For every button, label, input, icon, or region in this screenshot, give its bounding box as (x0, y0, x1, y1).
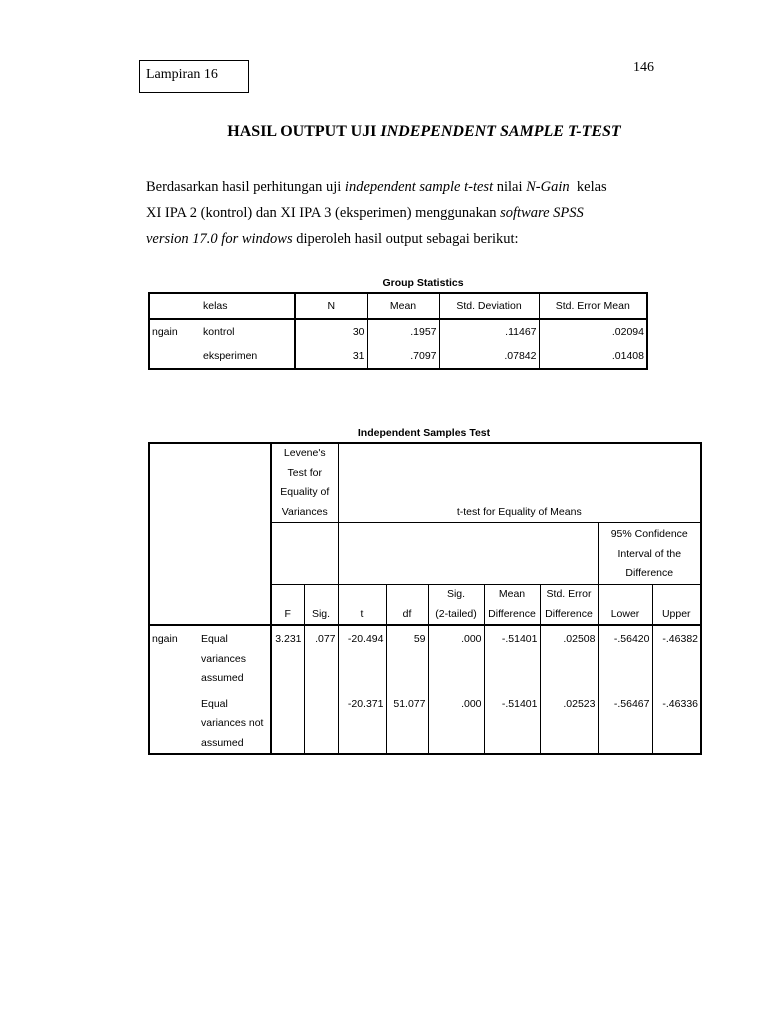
header-row-1 (149, 443, 701, 523)
cell-n: 31 (295, 344, 367, 369)
table-row (149, 344, 647, 369)
cell-lower: -.56467 (598, 689, 652, 755)
table-row (149, 319, 647, 344)
cell-se: .02094 (539, 319, 647, 344)
ci-line: Difference (625, 567, 674, 579)
col-std-error-diff (540, 585, 598, 626)
lampiran-label: Lampiran 16 (139, 60, 249, 93)
col-mean-diff (484, 585, 540, 626)
col-line: Mean (498, 588, 526, 600)
intro-line-3 (146, 226, 646, 252)
cell-df: 51.077 (386, 689, 428, 755)
table-row (149, 689, 701, 755)
header-blank (149, 443, 271, 585)
cell-mean-diff: -.51401 (484, 625, 540, 689)
row-label-empty (149, 344, 201, 369)
colhead-blank (149, 585, 271, 626)
cell-lower: -.56420 (598, 625, 652, 689)
intro-italic: version 17.0 for windows (146, 231, 293, 247)
col-n: N (295, 293, 367, 319)
title-plain: HASIL OUTPUT UJI (227, 123, 377, 140)
ind-test-caption: Independent Samples Test (357, 427, 491, 439)
cell-t: -20.494 (338, 625, 386, 689)
header-blank (149, 293, 201, 319)
intro-text: Berdasarkan hasil perhitungan uji (146, 179, 345, 195)
levene-header (271, 443, 338, 523)
col-f: F (271, 585, 304, 626)
ci-line: 95% Confidence (610, 528, 688, 540)
cell-sig-2tailed: .000 (428, 689, 484, 755)
group-stats-caption: Group Statistics (382, 277, 464, 289)
table-row (149, 625, 701, 689)
title-italic: INDEPENDENT SAMPLE T-TEST (380, 123, 621, 140)
levene-line: Test for (287, 466, 322, 479)
ci-header (598, 523, 701, 585)
cell-mean: .7097 (367, 344, 439, 369)
label-line: variances (201, 652, 246, 665)
intro-line-1 (146, 174, 646, 200)
col-upper: Upper (652, 585, 701, 626)
col-std-deviation: Std. Deviation (439, 293, 539, 319)
label-line: Equal (201, 633, 228, 645)
col-t: t (338, 585, 386, 626)
intro-italic: N-Gain (526, 179, 570, 195)
ttest-blank (338, 523, 598, 585)
col-df: df (386, 585, 428, 626)
label-line: Equal (201, 697, 228, 710)
page-number: 146 (633, 60, 654, 75)
col-lower: Lower (598, 585, 652, 626)
independent-samples-table (148, 442, 702, 755)
row-sublabel (199, 689, 271, 755)
levene-blank (271, 523, 338, 585)
cell-se: .01408 (539, 344, 647, 369)
cell-sd: .07842 (439, 344, 539, 369)
col-line: Sig. (446, 588, 466, 600)
cell-mean-diff: -.51401 (484, 689, 540, 755)
levene-line: Levene's (283, 447, 326, 459)
col-std-error-mean: Std. Error Mean (539, 293, 647, 319)
row-label-empty (149, 689, 199, 755)
col-line: Std. Error (546, 588, 592, 600)
intro-line-2 (146, 200, 646, 226)
cell-sig-2tailed: .000 (428, 625, 484, 689)
document-title (0, 123, 768, 141)
row-sublabel (199, 625, 271, 689)
cell-f: 3.231 (271, 625, 304, 689)
cell-kelas: kontrol (203, 326, 235, 338)
label-line: assumed (201, 736, 244, 749)
cell-upper: -.46382 (652, 625, 701, 689)
row-label: ngain (152, 633, 178, 645)
col-kelas: kelas (201, 293, 295, 319)
levene-line: Variances (281, 505, 328, 518)
col-mean: Mean (367, 293, 439, 319)
intro-text: XI IPA 2 (kontrol) dan XI IPA 3 (eksperimen) menggunakan (146, 205, 501, 221)
col-sig-2tailed (428, 585, 484, 626)
cell-sd: .11467 (439, 319, 539, 344)
cell-t: -20.371 (338, 689, 386, 755)
cell-sig (304, 689, 338, 755)
ci-line: Interval of the (617, 547, 682, 560)
group-statistics-table (148, 292, 648, 370)
cell-f (271, 689, 304, 755)
label-line: variances not (201, 717, 264, 729)
cell-kelas: eksperimen (203, 350, 258, 362)
intro-italic: software SPSS (500, 205, 584, 221)
intro-italic: independent sample t-test (344, 179, 494, 195)
cell-upper: -.46336 (652, 689, 701, 755)
table-header-row (149, 293, 647, 319)
col-line: (2-tailed) (435, 607, 477, 620)
intro-text: kelas (569, 179, 607, 195)
cell-mean: .1957 (367, 319, 439, 344)
cell-sig: .077 (304, 625, 338, 689)
cell-n: 30 (295, 319, 367, 344)
cell-std-error-diff: .02508 (540, 625, 598, 689)
col-line: Difference (545, 607, 593, 620)
ttest-header: t-test for Equality of Means (338, 443, 701, 523)
intro-text: nilai (493, 179, 527, 195)
label-line: assumed (201, 672, 244, 684)
cell-std-error-diff: .02523 (540, 689, 598, 755)
column-header-row (149, 585, 701, 626)
intro-paragraph (146, 174, 646, 252)
col-sig: Sig. (304, 585, 338, 626)
col-line: Difference (488, 607, 536, 620)
cell-df: 59 (386, 625, 428, 689)
intro-text: diperoleh hasil output sebagai berikut: (292, 231, 519, 247)
levene-line: Equality of (280, 486, 330, 498)
row-label: ngain (152, 326, 178, 338)
